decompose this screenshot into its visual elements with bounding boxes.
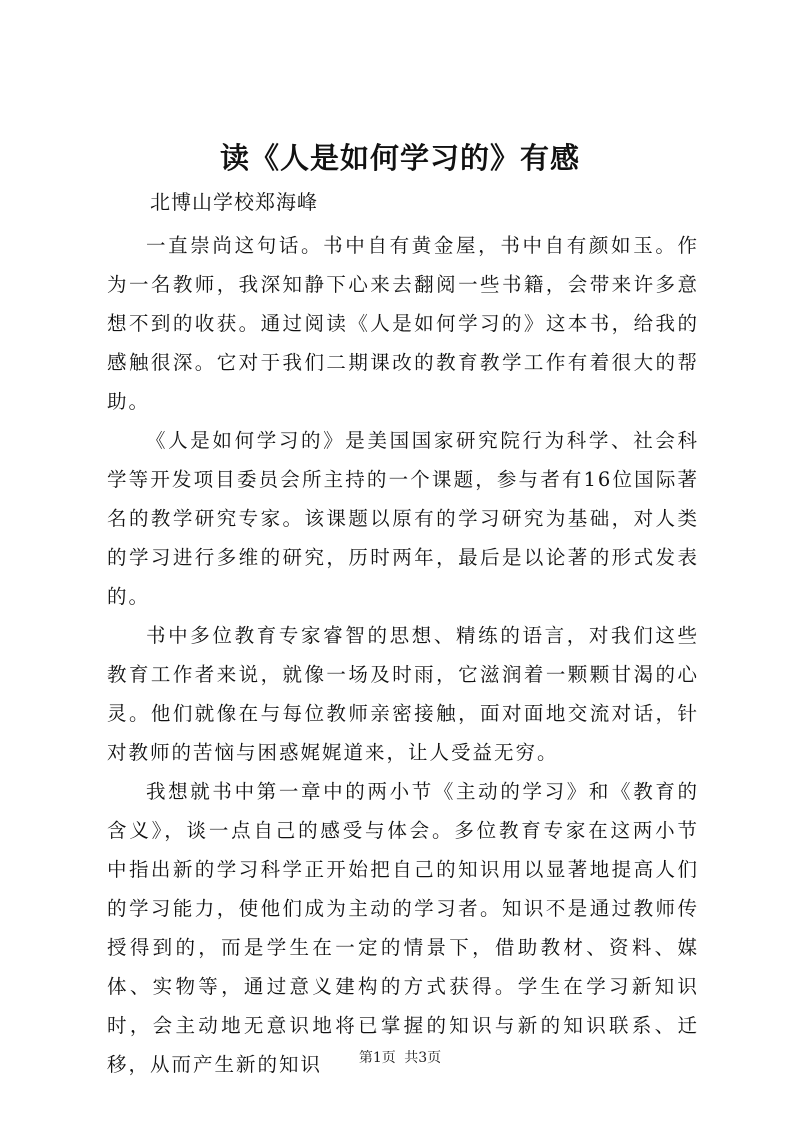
paragraph-1: 一直崇尚这句话。书中自有黄金屋，书中自有颜如玉。作为一名教师，我深知静下心来去翻阅一些书籍，会带来许多意想不到的收获。通过阅读《人是如何学习的》这本书，给我的感触很深。它对于我们二期课改的教育教学工作有着很大的帮助。 xyxy=(107,234,699,413)
paragraph-2: 《人是如何学习的》是美国国家研究院行为科学、社会科学等开发项目委员会所主持的一个课题，参与者有16位国际著名的教学研究专家。该课题以原有的学习研究为基础，对人类的学习进行多维的研究，历时两年，最后是以论著的形式发表的。 xyxy=(107,429,699,608)
document-title: 读《人是如何学习的》有感 xyxy=(219,141,580,175)
paragraph-3: 书中多位教育专家睿智的思想、精练的语言，对我们这些教育工作者来说，就像一场及时雨，它滋润着一颗颗甘渴的心灵。他们就像在与每位教师亲密接触，面对面地交流对话，针对教师的苦恼与困惑娓娓道来，让人受益无穷。 xyxy=(107,624,699,764)
page-number: 第1页 xyxy=(358,1050,396,1066)
paragraph-4: 我想就书中第一章中的两小节《主动的学习》和《教育的含义》，谈一点自己的感受与体会。多位教育专家在这两小节中指出新的学习科学正开始把自己的知识用以显著地提高人们的学习能力，使他们成为主动的学习者。知识不是通过教师传授得到的，而是学生在一定的情景下，借助教材、资料、媒体、实物等，通过意义建构的方式获得。学生在学习新知识时，会主动地无意识地将已掌握的知识与新的知识联系、迁移，从而产生新的知识 xyxy=(107,780,699,1076)
author-line: 北博山学校郑海峰 xyxy=(150,190,318,214)
page-footer xyxy=(0,1048,800,1068)
page-total: 共3页 xyxy=(404,1050,442,1066)
document-body xyxy=(107,226,699,1084)
